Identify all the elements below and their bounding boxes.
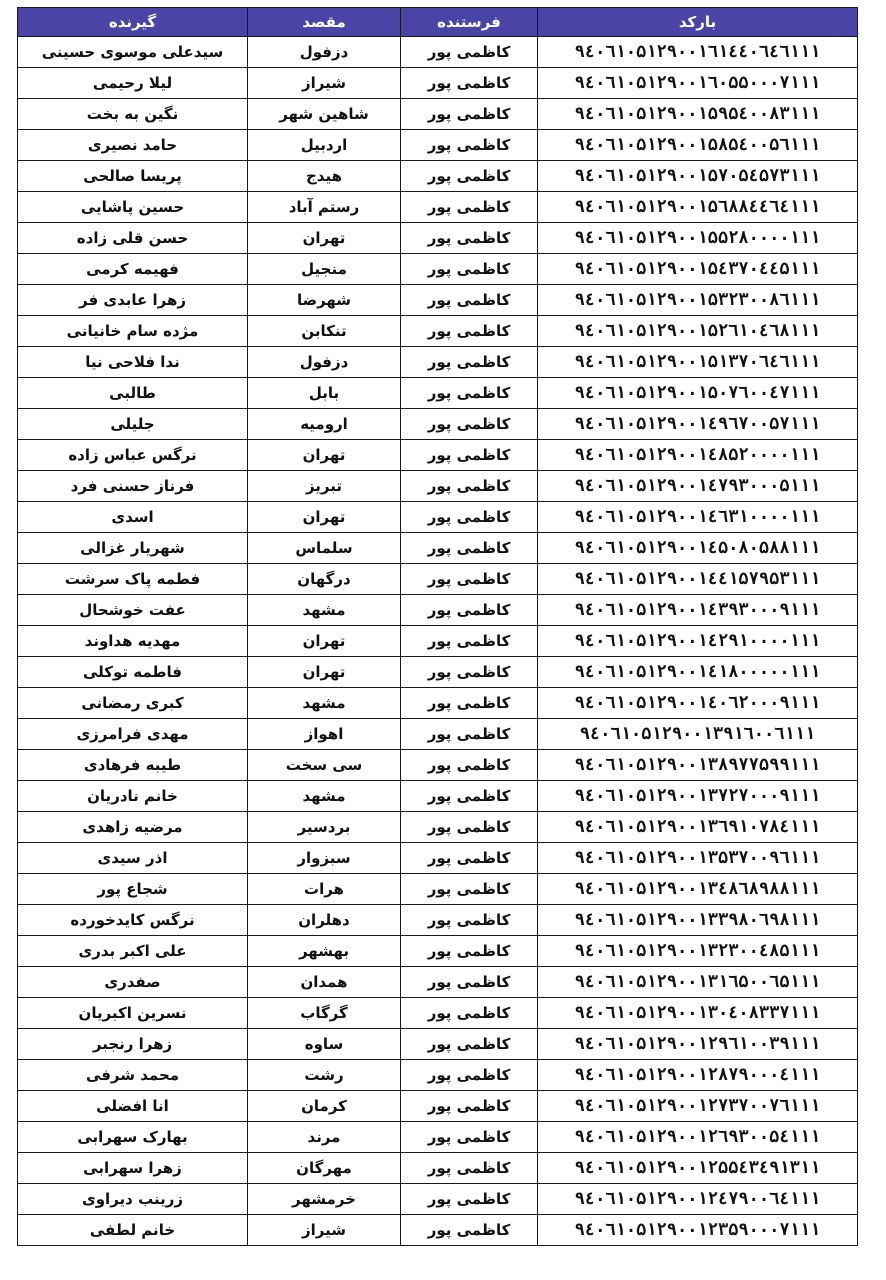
table-row — [18, 564, 858, 595]
sender-cell: کاظمی پور — [401, 719, 538, 750]
table-row — [18, 440, 858, 471]
destination-cell: خرمشهر — [248, 1184, 401, 1215]
sender-cell: کاظمی پور — [401, 37, 538, 68]
table-row — [18, 223, 858, 254]
recipient-cell: نرگس کایدخورده — [18, 905, 248, 936]
recipient-cell: فهیمه کرمی — [18, 254, 248, 285]
sender-cell: کاظمی پور — [401, 657, 538, 688]
destination-cell: سی سخت — [248, 750, 401, 781]
recipient-cell: زهرا عابدی فر — [18, 285, 248, 316]
barcode-cell: ۹٤۰٦۱۰۵۱۲۹۰۰۱۲٤۷۹۰۰٦٤۱۱۱ — [538, 1184, 858, 1215]
recipient-cell: حسن قلی زاده — [18, 223, 248, 254]
destination-cell: ساوه — [248, 1029, 401, 1060]
recipient-cell: مهدیه هداوند — [18, 626, 248, 657]
barcode-cell: ۹٤۰٦۱۰۵۱۲۹۰۰۱٦۱٤٤۰٦٤٦۱۱۱ — [538, 37, 858, 68]
header-barcode: بارکد — [538, 8, 858, 37]
barcode-cell: ۹٤۰٦۱۰۵۱۲۹۰۰۱۳۰٤۰۸۳۳۷۱۱۱ — [538, 998, 858, 1029]
barcode-cell: ۹٤۰٦۱۰۵۱۲۹۰۰۱۳۵۳۷۰۰۹٦۱۱۱ — [538, 843, 858, 874]
table-row — [18, 1215, 858, 1246]
sender-cell: کاظمی پور — [401, 688, 538, 719]
recipient-cell: نرگس عباس زاده — [18, 440, 248, 471]
table-row — [18, 781, 858, 812]
table-row — [18, 502, 858, 533]
destination-cell: تهران — [248, 657, 401, 688]
recipient-cell: نگین به بخت — [18, 99, 248, 130]
table-row — [18, 316, 858, 347]
header-recipient: گیرنده — [18, 8, 248, 37]
destination-cell: مهرگان — [248, 1153, 401, 1184]
table-row — [18, 471, 858, 502]
recipient-cell: ندا فلاحی نیا — [18, 347, 248, 378]
barcode-cell: ۹٤۰٦۱۰۵۱۲۹۰۰۱٤۹٦۷۰۰۵۷۱۱۱ — [538, 409, 858, 440]
destination-cell: ارومیه — [248, 409, 401, 440]
destination-cell: هرات — [248, 874, 401, 905]
table-row — [18, 1029, 858, 1060]
barcode-cell: ۹٤۰٦۱۰۵۱۲۹۰۰۱۳٦۹۱۰۷۸٤۱۱۱ — [538, 812, 858, 843]
destination-cell: مرند — [248, 1122, 401, 1153]
sender-cell: کاظمی پور — [401, 750, 538, 781]
barcode-cell: ۹٤۰٦۱۰۵۱۲۹۰۰۱۲۹٦۱۰۰۳۹۱۱۱ — [538, 1029, 858, 1060]
sender-cell: کاظمی پور — [401, 1060, 538, 1091]
table-row — [18, 1153, 858, 1184]
recipient-cell: جلیلی — [18, 409, 248, 440]
barcode-cell: ۹٤۰٦۱۰۵۱۲۹۰۰۱۲۸۷۹۰۰۰٤۱۱۱ — [538, 1060, 858, 1091]
destination-cell: تهران — [248, 626, 401, 657]
sender-cell: کاظمی پور — [401, 378, 538, 409]
recipient-cell: محمد شرفی — [18, 1060, 248, 1091]
destination-cell: سلماس — [248, 533, 401, 564]
table-row — [18, 378, 858, 409]
destination-cell: همدان — [248, 967, 401, 998]
sender-cell: کاظمی پور — [401, 967, 538, 998]
barcode-cell: ۹٤۰٦۱۰۵۱۲۹۰۰۱۳۹۱٦۰۰٦۱۱۱ — [538, 719, 858, 750]
destination-cell: منجیل — [248, 254, 401, 285]
sender-cell: کاظمی پور — [401, 936, 538, 967]
recipient-cell: لیلا رحیمی — [18, 68, 248, 99]
barcode-cell: ۹٤۰٦۱۰۵۱۲۹۰۰۱٤۱۸۰۰۰۰۰۱۱۱ — [538, 657, 858, 688]
destination-cell: مشهد — [248, 595, 401, 626]
barcode-cell: ۹٤۰٦۱۰۵۱۲۹۰۰۱۵۲٦۱۰٤٦۸۱۱۱ — [538, 316, 858, 347]
sender-cell: کاظمی پور — [401, 409, 538, 440]
destination-cell: رشت — [248, 1060, 401, 1091]
barcode-cell: ۹٤۰٦۱۰۵۱۲۹۰۰۱۵۱۳۷۰٦٤٦۱۱۱ — [538, 347, 858, 378]
recipient-cell: طیبه فرهادی — [18, 750, 248, 781]
table-row — [18, 254, 858, 285]
header-row — [18, 8, 858, 37]
destination-cell: کرمان — [248, 1091, 401, 1122]
destination-cell: شهرضا — [248, 285, 401, 316]
sender-cell: کاظمی پور — [401, 1122, 538, 1153]
sender-cell: کاظمی پور — [401, 316, 538, 347]
barcode-cell: ۹٤۰٦۱۰۵۱۲۹۰۰۱۲۳۵۹۰۰۰۷۱۱۱ — [538, 1215, 858, 1246]
sender-cell: کاظمی پور — [401, 161, 538, 192]
table-row — [18, 626, 858, 657]
table-row — [18, 967, 858, 998]
table-row — [18, 347, 858, 378]
recipient-cell: اسدی — [18, 502, 248, 533]
destination-cell: تهران — [248, 223, 401, 254]
barcode-cell: ۹٤۰٦۱۰۵۱۲۹۰۰۱٦۰۵۵۰۰۰۷۱۱۱ — [538, 68, 858, 99]
table-row — [18, 657, 858, 688]
barcode-cell: ۹٤۰٦۱۰۵۱۲۹۰۰۱٤۲۹۱۰۰۰۰۱۱۱ — [538, 626, 858, 657]
sender-cell: کاظمی پور — [401, 68, 538, 99]
table-row — [18, 936, 858, 967]
table-row — [18, 874, 858, 905]
recipient-cell: شهریار غزالی — [18, 533, 248, 564]
sender-cell: کاظمی پور — [401, 502, 538, 533]
barcode-cell: ۹٤۰٦۱۰۵۱۲۹۰۰۱۲۵۵٤۳٤۹۱۳۱۱ — [538, 1153, 858, 1184]
destination-cell: دهلران — [248, 905, 401, 936]
sender-cell: کاظمی پور — [401, 285, 538, 316]
barcode-cell: ۹٤۰٦۱۰۵۱۲۹۰۰۱۵۰۷٦۰۰٤۷۱۱۱ — [538, 378, 858, 409]
destination-cell: تهران — [248, 502, 401, 533]
table-row — [18, 99, 858, 130]
barcode-cell: ۹٤۰٦۱۰۵۱۲۹۰۰۱۲۷۳۷۰۰۷٦۱۱۱ — [538, 1091, 858, 1122]
destination-cell: گرگاب — [248, 998, 401, 1029]
table-row — [18, 37, 858, 68]
recipient-cell: نسرین اکبریان — [18, 998, 248, 1029]
barcode-cell: ۹٤۰٦۱۰۵۱۲۹۰۰۱٤۷۹۳۰۰۰۵۱۱۱ — [538, 471, 858, 502]
barcode-cell: ۹٤۰٦۱۰۵۱۲۹۰۰۱۳۳۹۸۰٦۹۸۱۱۱ — [538, 905, 858, 936]
table-header — [18, 8, 858, 37]
barcode-cell: ۹٤۰٦۱۰۵۱۲۹۰۰۱۳۸۹۷۷۵۹۹۱۱۱ — [538, 750, 858, 781]
recipient-cell: علی اکبر بدری — [18, 936, 248, 967]
table-row — [18, 688, 858, 719]
recipient-cell: مرضیه زاهدی — [18, 812, 248, 843]
barcode-cell: ۹٤۰٦۱۰۵۱۲۹۰۰۱۳۱٦۵۰۰٦۵۱۱۱ — [538, 967, 858, 998]
table-row — [18, 595, 858, 626]
recipient-cell: خانم نادریان — [18, 781, 248, 812]
barcode-cell: ۹٤۰٦۱۰۵۱۲۹۰۰۱۳۲۳۰۰٤۸۵۱۱۱ — [538, 936, 858, 967]
recipient-cell: سیدعلی موسوی حسینی — [18, 37, 248, 68]
sender-cell: کاظمی پور — [401, 192, 538, 223]
table-row — [18, 905, 858, 936]
sender-cell: کاظمی پور — [401, 1091, 538, 1122]
sender-cell: کاظمی پور — [401, 440, 538, 471]
barcode-cell: ۹٤۰٦۱۰۵۱۲۹۰۰۱۵۵۲۸۰۰۰۰۱۱۱ — [538, 223, 858, 254]
sender-cell: کاظمی پور — [401, 1153, 538, 1184]
recipient-cell: فاطمه توکلی — [18, 657, 248, 688]
table-row — [18, 1091, 858, 1122]
destination-cell: شیراز — [248, 68, 401, 99]
recipient-cell: زرینب دیراوی — [18, 1184, 248, 1215]
header-destination: مقصد — [248, 8, 401, 37]
destination-cell: سبزوار — [248, 843, 401, 874]
barcode-cell: ۹٤۰٦۱۰۵۱۲۹۰۰۱۵۸۵٤۰۰۵٦۱۱۱ — [538, 130, 858, 161]
destination-cell: دزفول — [248, 347, 401, 378]
sender-cell: کاظمی پور — [401, 223, 538, 254]
barcode-cell: ۹٤۰٦۱۰۵۱۲۹۰۰۱٤٦۳۱۰۰۰۰۱۱۱ — [538, 502, 858, 533]
destination-cell: اردبیل — [248, 130, 401, 161]
barcode-cell: ۹٤۰٦۱۰۵۱۲۹۰۰۱۵۳۲۳۰۰۸٦۱۱۱ — [538, 285, 858, 316]
recipient-cell: طالبی — [18, 378, 248, 409]
barcode-cell: ۹٤۰٦۱۰۵۱۲۹۰۰۱٤۳۹۳۰۰۰۹۱۱۱ — [538, 595, 858, 626]
barcode-cell: ۹٤۰٦۱۰۵۱۲۹۰۰۱۵۷۰۵٤۵۷۳۱۱۱ — [538, 161, 858, 192]
sender-cell: کاظمی پور — [401, 812, 538, 843]
sender-cell: کاظمی پور — [401, 130, 538, 161]
recipient-cell: فرناز حسنی فرد — [18, 471, 248, 502]
table-row — [18, 1184, 858, 1215]
barcode-cell: ۹٤۰٦۱۰۵۱۲۹۰۰۱٤۸۵۲۰۰۰۰۱۱۱ — [538, 440, 858, 471]
barcode-cell: ۹٤۰٦۱۰۵۱۲۹۰۰۱٤٤۱۵۷۹۵۳۱۱۱ — [538, 564, 858, 595]
sender-cell: کاظمی پور — [401, 781, 538, 812]
destination-cell: تنکابن — [248, 316, 401, 347]
barcode-cell: ۹٤۰٦۱۰۵۱۲۹۰۰۱۵٦۸۸٤٤٦٤۱۱۱ — [538, 192, 858, 223]
destination-cell: بردسیر — [248, 812, 401, 843]
sender-cell: کاظمی پور — [401, 533, 538, 564]
recipient-cell: زهرا سهرابی — [18, 1153, 248, 1184]
barcode-cell: ۹٤۰٦۱۰۵۱۲۹۰۰۱۲٦۹۳۰۰۵٤۱۱۱ — [538, 1122, 858, 1153]
shipment-table — [17, 7, 858, 1246]
destination-cell: تبریز — [248, 471, 401, 502]
sender-cell: کاظمی پور — [401, 347, 538, 378]
destination-cell: شاهین شهر — [248, 99, 401, 130]
sender-cell: کاظمی پور — [401, 1215, 538, 1246]
destination-cell: بهشهر — [248, 936, 401, 967]
table-row — [18, 750, 858, 781]
barcode-cell: ۹٤۰٦۱۰۵۱۲۹۰۰۱٤۵۰۸۰۵۸۸۱۱۱ — [538, 533, 858, 564]
sender-cell: کاظمی پور — [401, 564, 538, 595]
header-sender: فرستنده — [401, 8, 538, 37]
sender-cell: کاظمی پور — [401, 471, 538, 502]
destination-cell: هیدج — [248, 161, 401, 192]
table-row — [18, 998, 858, 1029]
table-row — [18, 843, 858, 874]
destination-cell: دزفول — [248, 37, 401, 68]
table-row — [18, 130, 858, 161]
destination-cell: تهران — [248, 440, 401, 471]
recipient-cell: صفدری — [18, 967, 248, 998]
barcode-cell: ۹٤۰٦۱۰۵۱۲۹۰۰۱۵۹۵٤۰۰۸۳۱۱۱ — [538, 99, 858, 130]
table-row — [18, 161, 858, 192]
barcode-cell: ۹٤۰٦۱۰۵۱۲۹۰۰۱۳۷۲۷۰۰۰۹۱۱۱ — [538, 781, 858, 812]
table-row — [18, 192, 858, 223]
barcode-cell: ۹٤۰٦۱۰۵۱۲۹۰۰۱٤۰٦۲۰۰۰۹۱۱۱ — [538, 688, 858, 719]
recipient-cell: شجاع پور — [18, 874, 248, 905]
recipient-cell: حامد نصیری — [18, 130, 248, 161]
table-body — [18, 37, 858, 1246]
recipient-cell: فطمه پاک سرشت — [18, 564, 248, 595]
destination-cell: بابل — [248, 378, 401, 409]
sender-cell: کاظمی پور — [401, 99, 538, 130]
table-row — [18, 409, 858, 440]
recipient-cell: انا افضلی — [18, 1091, 248, 1122]
table-row — [18, 1060, 858, 1091]
table-row — [18, 719, 858, 750]
sender-cell: کاظمی پور — [401, 254, 538, 285]
barcode-cell: ۹٤۰٦۱۰۵۱۲۹۰۰۱۳٤٨٦٨٩٨٨۱۱۱ — [538, 874, 858, 905]
destination-cell: درگهان — [248, 564, 401, 595]
destination-cell: اهواز — [248, 719, 401, 750]
recipient-cell: خانم لطفی — [18, 1215, 248, 1246]
recipient-cell: حسین پاشایی — [18, 192, 248, 223]
table-row — [18, 533, 858, 564]
destination-cell: مشهد — [248, 781, 401, 812]
sender-cell: کاظمی پور — [401, 843, 538, 874]
sender-cell: کاظمی پور — [401, 998, 538, 1029]
table-row — [18, 1122, 858, 1153]
recipient-cell: مژده سام خانیانی — [18, 316, 248, 347]
sender-cell: کاظمی پور — [401, 1184, 538, 1215]
sender-cell: کاظمی پور — [401, 595, 538, 626]
destination-cell: مشهد — [248, 688, 401, 719]
table-row — [18, 285, 858, 316]
table-row — [18, 812, 858, 843]
barcode-cell: ۹٤۰٦۱۰۵۱۲۹۰۰۱۵٤۳۷۰٤٤۵۱۱۱ — [538, 254, 858, 285]
sender-cell: کاظمی پور — [401, 874, 538, 905]
sender-cell: کاظمی پور — [401, 626, 538, 657]
table-row — [18, 68, 858, 99]
recipient-cell: زهرا رنجبر — [18, 1029, 248, 1060]
recipient-cell: مهدی فرامرزی — [18, 719, 248, 750]
destination-cell: شیراز — [248, 1215, 401, 1246]
recipient-cell: پریسا صالحی — [18, 161, 248, 192]
recipient-cell: اذر سیدی — [18, 843, 248, 874]
recipient-cell: کبری رمضانی — [18, 688, 248, 719]
recipient-cell: عفت خوشحال — [18, 595, 248, 626]
destination-cell: رستم آباد — [248, 192, 401, 223]
sender-cell: کاظمی پور — [401, 1029, 538, 1060]
recipient-cell: بهارک سهرابی — [18, 1122, 248, 1153]
sender-cell: کاظمی پور — [401, 905, 538, 936]
